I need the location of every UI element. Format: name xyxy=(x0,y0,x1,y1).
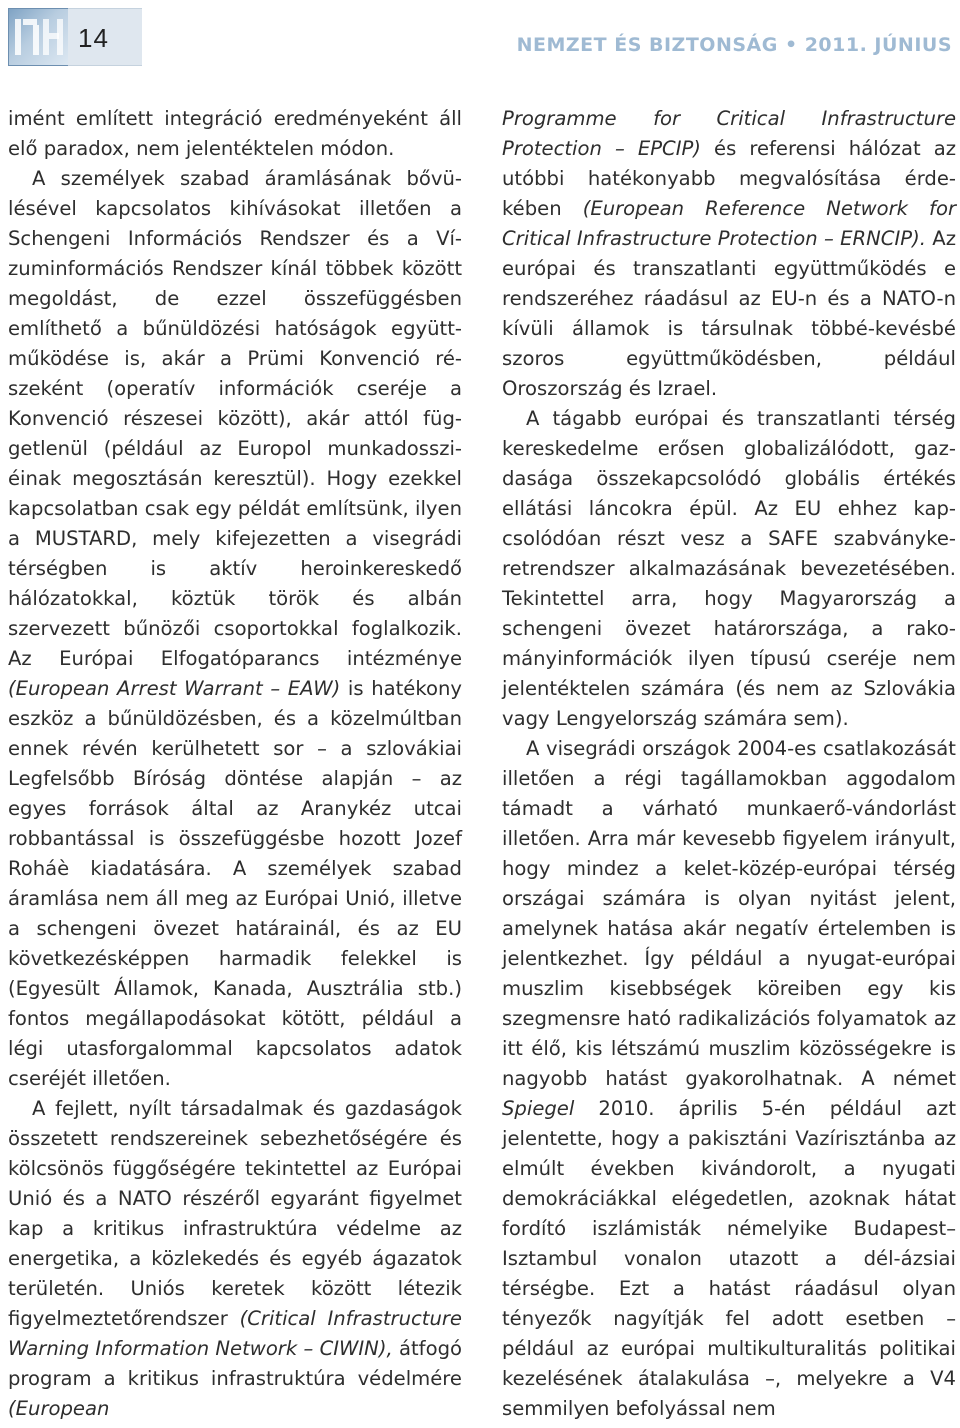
right-paragraph-3 xyxy=(502,734,956,1424)
right-paragraph-1-text-b: Az európai és transzatlanti együttműködés e rendszeréhez ráadásul az EU-n és a NATO-n kívüli államok is társulnak többé-kevésbé szoros együttműködésben, például Oroszország és Izrael. xyxy=(502,227,956,400)
right-paragraph-1-italic-2: (European Reference Network for Critical Infrastructure Protection – ERNCIP). xyxy=(502,197,957,250)
right-paragraph-3-text-a: A visegrádi országok 2004-es csatlakozását illetően a régi tagállamokban aggodalom támadt a várható munkaerő-vándorlást illetően. Arra már kevesebb figyelem irányult, hogy mindez a kelet-közép-európai térség országai számára is olyan nyitást jelent, amelynek hatása akár negatív értelemben is jelentkezhet. Így például a nyugat-európai muszlim kisebbségek köreiben egy kis szegmensre ható radikalizációs folyamatok az itt élő, kis létszámú muszlim közösségekre is nagyobb hatást gyakorolhatnak. A német xyxy=(502,737,956,1090)
journal-title: NEMZET ÉS BIZTONSÁG • 2011. JÚNIUS xyxy=(516,34,952,56)
left-paragraph-3-italic-2: (European xyxy=(8,1397,110,1420)
left-paragraph-3 xyxy=(8,1094,462,1424)
right-paragraph-2-text: A tágabb európai és transzatlanti térség kereskedelme erősen globalizálódott, gazdasága összekapcsolódó globális értékés ellátási láncokra épül. Az EU ehhez kapcsolódóan részt vesz a SAFE szabványkeretrendszer alkalmazásának bevezetésében. Tekintettel arra, hogy Magyarország a schengeni övezet határországa, a rakományinformációk ilyen típusú cseréje nem jelentéktelen számára (és nem az Szlovákia vagy Lengyelország számára sem). xyxy=(502,407,956,730)
right-paragraph-3-text-b: 2010. április 5-én például azt jelentette, hogy a pakisztáni Vazírisztánba az elmúlt években kivándorolt, a nyugati demokráciákkal elégedetlen, azoknak hátat fordító iszlámisták némelyike Budapest–Isztambul vonalon utazott a dél-ázsiai térségbe. Ezt a hatást ráadásul olyan tényezők nagyítják fel adott esetben – például az európai multikulturalitás politikai kezelésének átalakulása –, melyekre a V4 semmilyen befolyással nem xyxy=(502,1097,956,1420)
left-paragraph-1-text: imént említett integráció eredményeként áll elő paradox, nem jelentéktelen módon. xyxy=(8,107,462,160)
right-paragraph-1-text-a: és referensi hálózat az utóbbi hatékonyabb megvalósítása érdekében xyxy=(502,137,956,220)
left-paragraph-3-italic-1: (Critical Infrastructure Warning Information Network – CIWIN), xyxy=(8,1307,462,1360)
right-paragraph-1 xyxy=(502,104,956,404)
left-paragraph-1 xyxy=(8,104,462,164)
right-paragraph-2 xyxy=(502,404,956,734)
left-paragraph-2-text-a: A személyek szabad áramlásának bővülésével kapcsolatos kihívásokat illetően a Schengeni Információs Rendszer és a Vízuminformációs Rendszer kínál többek között megoldást, de ezzel összefüggésben említhető a bűnüldözési hatóságok együttműködése is, akár a Prümi Konvenció részeként (operatív információk cseréje a Konvenció részesei között), akár attól függetlenül (például az Europol munkadossziéinak megosztásán keresztül). Hogy ezekkel kapcsolatban csak egy példát említsünk, ilyen a MUSTARD, mely kifejezetten a visegrádi térségben is aktív heroinkereskedő hálózatokkal, köztük török és albán szervezett bűnözői csoportokkal foglalkozik. Az Európai Elfogatóparancs intézménye xyxy=(8,167,462,670)
left-paragraph-3-text-b: átfogó program a kritikus infrastruktúra védelmére xyxy=(8,1337,462,1390)
left-paragraph-2-italic-1: (European Arrest Warrant – EAW) xyxy=(8,677,341,700)
page-number-bar xyxy=(68,8,142,66)
right-paragraph-1-italic-1: Programme for Critical Infrastructure Protection – EPCIP) xyxy=(502,107,956,160)
left-column xyxy=(8,104,462,1424)
page-header xyxy=(0,0,960,90)
left-paragraph-3-text-a: A fejlett, nyílt társadalmak és gazdaságok összetett rendszereinek sebezhetőségére és kölcsönös függőségére tekintettel az Európai Unió és a NATO részéről egyaránt figyelmet kap a kritikus infrastruktúra védelme az energetika, a közlekedés és egyéb ágazatok területén. Uniós keretek között létezik figyelmeztetőrendszer xyxy=(8,1097,462,1330)
page-number: 14 xyxy=(78,23,109,53)
journal-logo-icon xyxy=(8,8,70,66)
left-paragraph-2 xyxy=(8,164,462,1094)
right-column xyxy=(502,104,956,1424)
left-paragraph-2-text-b: is hatékony eszköz a bűnüldözésben, és a közelmúltban ennek révén kerülhetett sor – a szlovákiai Legfelsőbb Bíróság döntése alapján – az egyes források által az Aranykéz utcai robbantással is összefüggésbe hozott Jozef Roháè kiadatására. A személyek szabad áramlása nem áll meg az Európai Unió, illetve a schengeni övezet határainál, és az EU következésképpen harmadik felekkel is (Egyesült Államok, Kanada, Ausztrália stb.) fontos megállapodásokat kötött, például a légi utasforgalommal kapcsolatos adatok cseréjét illetően. xyxy=(8,677,463,1090)
right-paragraph-3-italic-1: Spiegel xyxy=(502,1097,575,1120)
